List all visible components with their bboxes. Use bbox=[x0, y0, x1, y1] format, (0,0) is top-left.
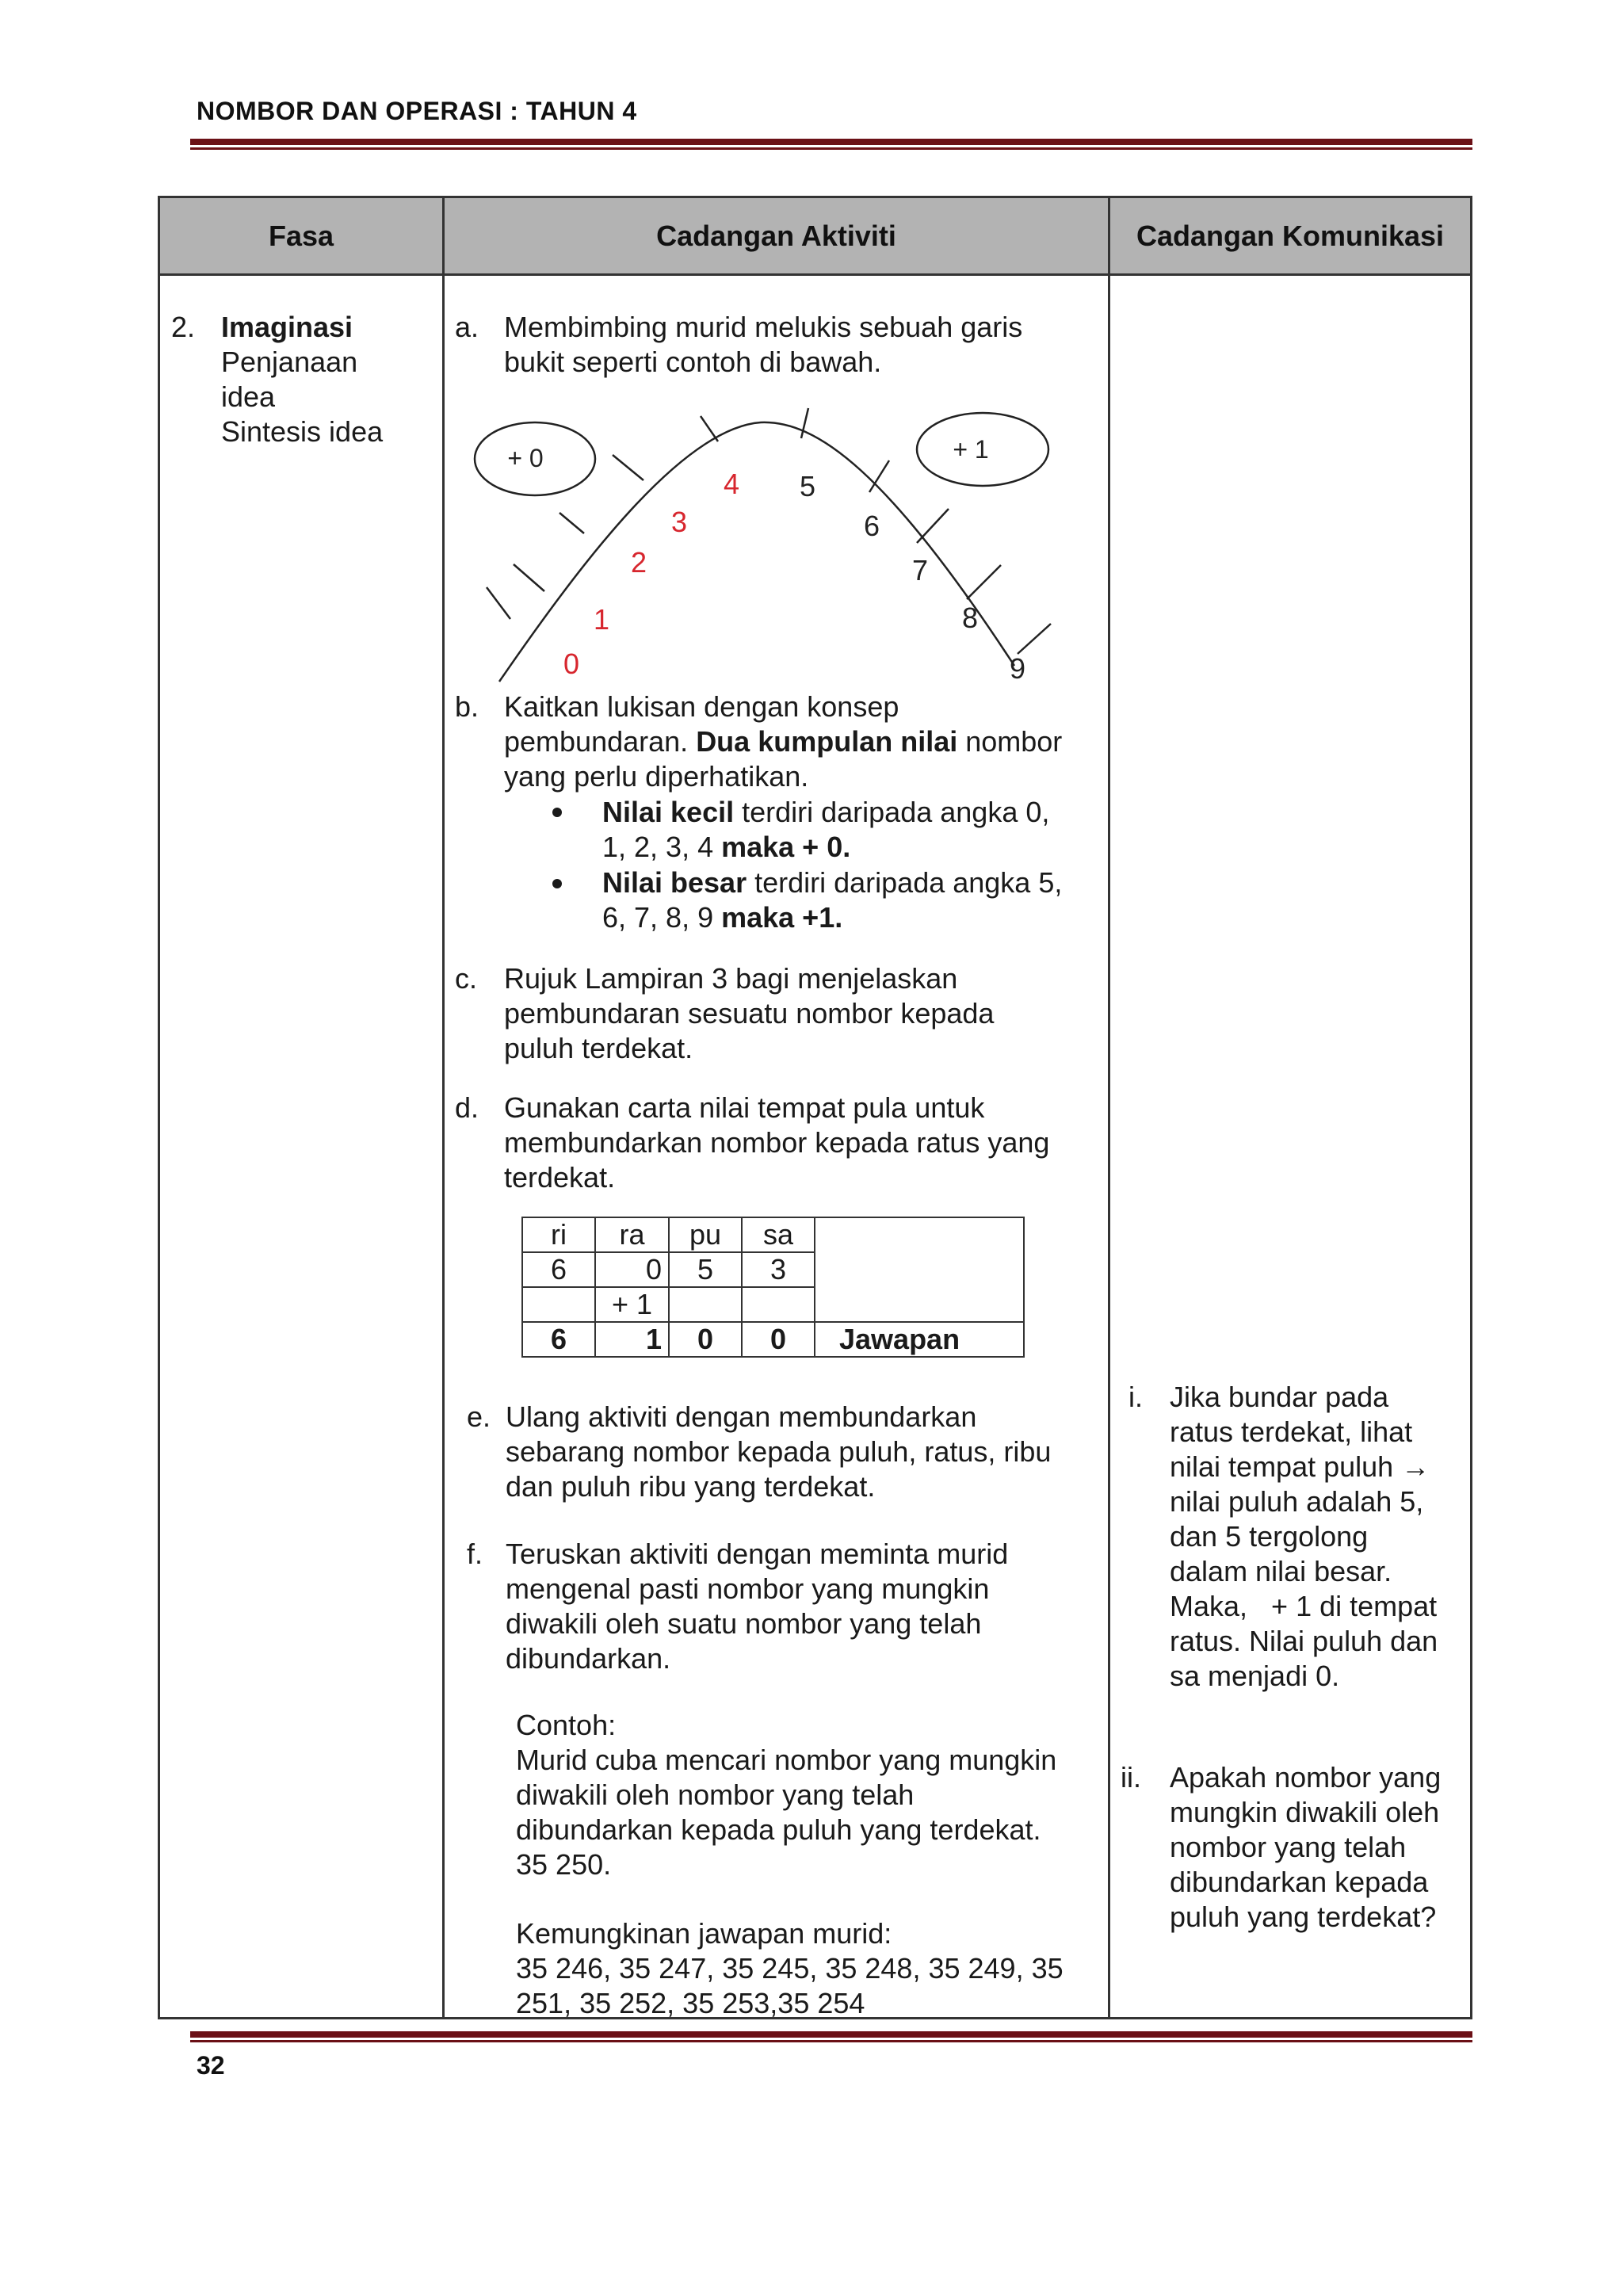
activity-c-text: puluh terdekat. bbox=[504, 1032, 693, 1064]
activity-d-text: membundarkan nombor kepada ratus yang bbox=[504, 1126, 1050, 1159]
bullet-text bbox=[602, 830, 850, 865]
activity-f-text: dibundarkan. bbox=[506, 1642, 671, 1675]
header-rule bbox=[190, 139, 1472, 150]
table-cell: 5 bbox=[669, 1252, 742, 1287]
tick-mark bbox=[967, 565, 1001, 599]
digit-label: 4 bbox=[723, 468, 740, 500]
digit-label: 5 bbox=[799, 470, 816, 502]
komunikasi-i-text: Jika bundar pada bbox=[1170, 1381, 1389, 1413]
activity-f-text: diwakili oleh suatu nombor yang telah bbox=[506, 1607, 982, 1640]
table-cell: 3 bbox=[742, 1252, 815, 1287]
header-cadangan-komunikasi: Cadangan Komunikasi bbox=[1136, 219, 1445, 252]
header-cadangan-aktiviti: Cadangan Aktiviti bbox=[656, 219, 896, 252]
activity-a-text: Membimbing murid melukis sebuah garis bbox=[504, 311, 1023, 343]
item-marker-d: d. bbox=[455, 1091, 479, 1124]
tick-mark bbox=[1018, 624, 1051, 654]
item-marker-i: i. bbox=[1128, 1381, 1143, 1413]
activity-d-text: Gunakan carta nilai tempat pula untuk bbox=[504, 1091, 985, 1124]
table-cell: 1 bbox=[595, 1322, 669, 1357]
header-fasa: Fasa bbox=[268, 219, 334, 252]
activity-b-text: yang perlu diperhatikan. bbox=[504, 760, 809, 793]
digit-label: 8 bbox=[961, 602, 979, 634]
example-text: 35 250. bbox=[516, 1848, 612, 1881]
table-cell: ra bbox=[595, 1217, 669, 1252]
activity-c-text: pembundaran sesuatu nombor kepada bbox=[504, 997, 995, 1030]
example-text: dibundarkan kepada puluh yang terdekat. bbox=[516, 1813, 1041, 1846]
bullet-text bbox=[602, 900, 842, 935]
activity-e-text: dan puluh ribu yang terdekat. bbox=[506, 1470, 876, 1503]
text-run: nombor bbox=[957, 725, 1063, 758]
fasa-subtitle: Sintesis idea bbox=[221, 415, 384, 448]
text-run: 1, 2, 3, 4 bbox=[602, 831, 722, 863]
digit-label: 9 bbox=[1009, 652, 1026, 685]
komunikasi-i-text: ratus. Nilai puluh dan bbox=[1170, 1625, 1438, 1657]
tick-mark bbox=[514, 564, 544, 591]
table-cell bbox=[522, 1287, 595, 1322]
document-header-title: NOMBOR DAN OPERASI : TAHUN 4 bbox=[197, 97, 637, 125]
right-oval-label: + 1 bbox=[953, 435, 989, 464]
komunikasi-ii-text: nombor yang telah bbox=[1170, 1831, 1407, 1863]
digit-label: 3 bbox=[670, 506, 688, 538]
text-run: terdiri daripada angka 0, bbox=[734, 796, 1050, 828]
komunikasi-i-text: nilai tempat puluh → bbox=[1170, 1450, 1430, 1483]
table-cell: ri bbox=[522, 1217, 595, 1252]
item-marker-a: a. bbox=[455, 311, 479, 343]
text-run: pembundaran. bbox=[504, 725, 697, 758]
activity-b-text: Kaitkan lukisan dengan konsep bbox=[504, 690, 899, 723]
table-cell: 0 bbox=[742, 1322, 815, 1357]
example-label: Contoh: bbox=[516, 1709, 617, 1741]
bullet-text bbox=[602, 865, 1062, 900]
digit-label: 1 bbox=[593, 603, 610, 636]
table-cell bbox=[669, 1287, 742, 1322]
komunikasi-i-text: dan 5 tergolong bbox=[1170, 1520, 1369, 1553]
table-row bbox=[522, 1217, 1024, 1252]
answers-text: 251, 35 252, 35 253,35 254 bbox=[516, 1987, 865, 2019]
komunikasi-i-text: ratus terdekat, lihat bbox=[1170, 1415, 1413, 1448]
fasa-subtitle: Penjanaan bbox=[221, 346, 358, 378]
komunikasi-i-text: nilai puluh adalah 5, bbox=[1170, 1485, 1424, 1518]
tick-mark bbox=[487, 587, 510, 619]
bullet-icon bbox=[552, 879, 562, 888]
table-row bbox=[522, 1322, 1024, 1357]
komunikasi-i-text: dalam nilai besar. bbox=[1170, 1555, 1392, 1587]
activity-f-text: mengenal pasti nombor yang mungkin bbox=[506, 1572, 990, 1605]
komunikasi-ii-text: mungkin diwakili oleh bbox=[1170, 1796, 1440, 1828]
bold-text: maka + 0. bbox=[721, 831, 851, 863]
answer-label: Jawapan bbox=[815, 1322, 1024, 1357]
table-cell: 6 bbox=[522, 1322, 595, 1357]
komunikasi-ii-text: puluh yang terdekat? bbox=[1170, 1901, 1437, 1933]
place-value-table bbox=[521, 1217, 1025, 1358]
digit-label: 0 bbox=[563, 648, 580, 680]
activity-d-text: terdekat. bbox=[504, 1161, 616, 1194]
activity-f-text: Teruskan aktiviti dengan meminta murid bbox=[506, 1538, 1009, 1570]
table-cell: + 1 bbox=[595, 1287, 669, 1322]
item-marker-ii: ii. bbox=[1121, 1761, 1141, 1794]
footer-rule bbox=[190, 2031, 1472, 2042]
hill-curve bbox=[499, 422, 1014, 682]
bold-text: Dua kumpulan nilai bbox=[696, 725, 958, 758]
komunikasi-ii-text: Apakah nombor yang bbox=[1170, 1761, 1442, 1794]
bold-text: Nilai kecil bbox=[602, 796, 735, 828]
item-marker-f: f. bbox=[467, 1538, 483, 1570]
tick-mark bbox=[917, 509, 949, 543]
bold-text: maka +1. bbox=[721, 901, 843, 934]
bullet-icon bbox=[552, 808, 562, 817]
komunikasi-i-text: sa menjadi 0. bbox=[1170, 1660, 1340, 1692]
table-cell: 0 bbox=[669, 1322, 742, 1357]
example-text: Murid cuba mencari nombor yang mungkin bbox=[516, 1744, 1057, 1776]
table-header-row bbox=[160, 198, 1470, 276]
table-cell: 6 bbox=[522, 1252, 595, 1287]
text-run: terdiri daripada angka 5, bbox=[747, 866, 1063, 899]
table-cell bbox=[815, 1217, 1024, 1322]
fasa-number: 2. bbox=[171, 311, 196, 343]
tick-mark bbox=[613, 455, 643, 480]
activity-b-text bbox=[504, 724, 1062, 759]
column-divider bbox=[1108, 198, 1110, 2017]
tick-mark bbox=[701, 416, 718, 441]
komunikasi-i-text: Maka, + 1 di tempat bbox=[1170, 1590, 1438, 1622]
item-marker-b: b. bbox=[455, 690, 479, 723]
item-marker-c: c. bbox=[455, 962, 478, 995]
fasa-title: Imaginasi bbox=[221, 311, 353, 343]
answers-text: 35 246, 35 247, 35 245, 35 248, 35 249, 35 bbox=[516, 1952, 1064, 1985]
example-text: diwakili oleh nombor yang telah bbox=[516, 1778, 915, 1811]
activity-a-text: bukit seperti contoh di bawah. bbox=[504, 346, 882, 378]
bold-text: Nilai besar bbox=[602, 866, 747, 899]
rounding-hill-diagram bbox=[444, 400, 1078, 693]
item-marker-e: e. bbox=[467, 1400, 491, 1433]
text-run: 6, 7, 8, 9 bbox=[602, 901, 722, 934]
digit-label: 6 bbox=[863, 510, 880, 542]
page-number: 32 bbox=[197, 2051, 225, 2080]
komunikasi-ii-text: dibundarkan kepada bbox=[1170, 1866, 1429, 1898]
activity-e-text: sebarang nombor kepada puluh, ratus, ribu bbox=[506, 1435, 1052, 1468]
table-cell: pu bbox=[669, 1217, 742, 1252]
table-cell bbox=[742, 1287, 815, 1322]
fasa-subtitle: idea bbox=[221, 380, 276, 413]
table-cell: sa bbox=[742, 1217, 815, 1252]
answers-label: Kemungkinan jawapan murid: bbox=[516, 1917, 892, 1950]
table-cell: 0 bbox=[595, 1252, 669, 1287]
activity-e-text: Ulang aktiviti dengan membundarkan bbox=[506, 1400, 977, 1433]
bullet-text bbox=[602, 795, 1049, 830]
left-oval-label: + 0 bbox=[507, 444, 544, 472]
activity-c-text: Rujuk Lampiran 3 bagi menjelaskan bbox=[504, 962, 958, 995]
tick-mark bbox=[559, 513, 584, 533]
digit-label: 2 bbox=[630, 546, 647, 579]
digit-label: 7 bbox=[911, 554, 929, 586]
